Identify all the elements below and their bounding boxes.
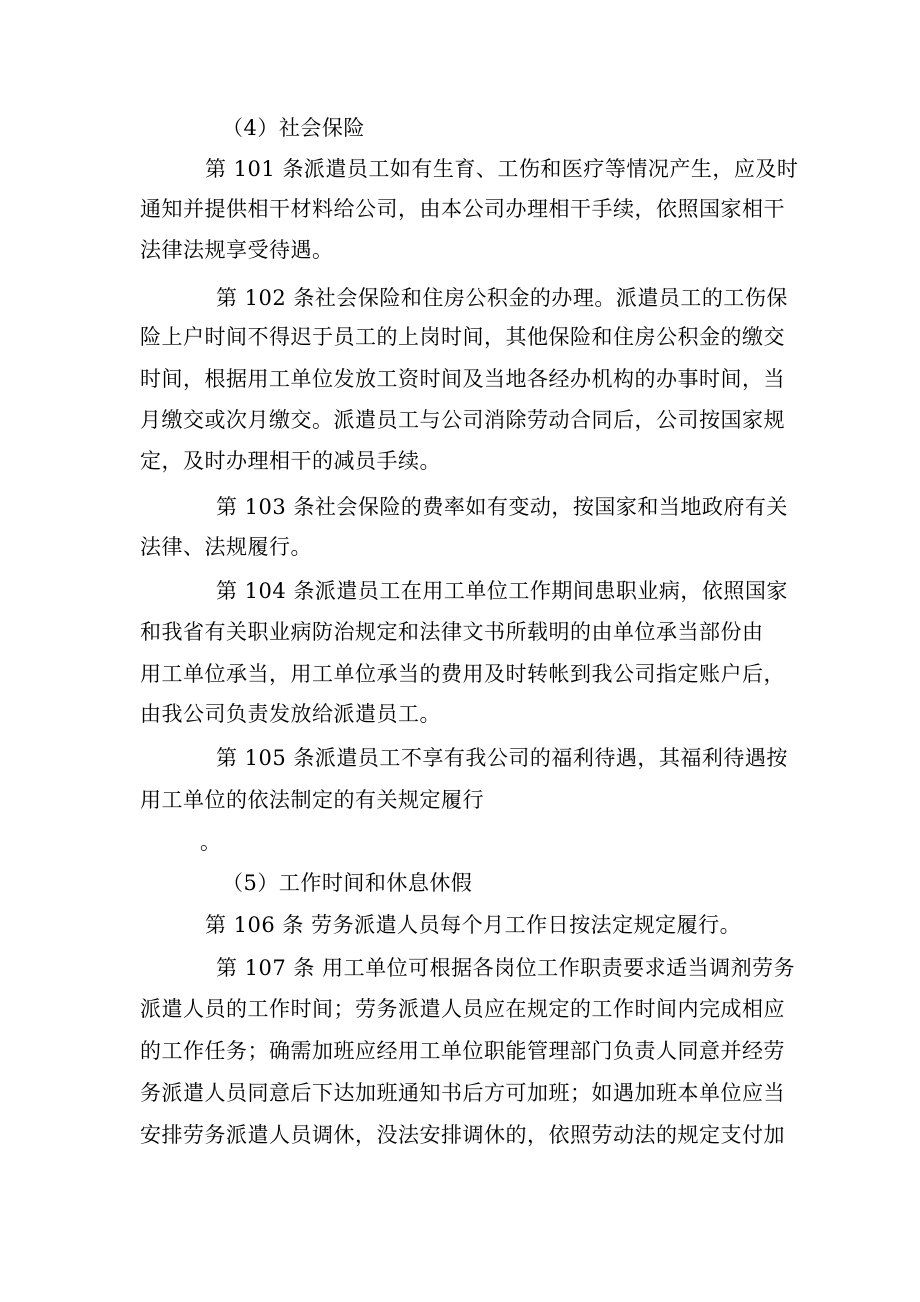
article-105-line-1: 第 105 条派遣员工不享有我公司的福利待遇，其福利待遇按 (216, 746, 788, 770)
article-107-line-1: 第 107 条 用工单位可根据各岗位工作职责要求适当调剂劳务 (216, 956, 796, 980)
article-104-line-1: 第 104 条派遣员工在用工单位工作期间患职业病，依照国家 (216, 579, 788, 603)
section-heading-social-insurance: （4）社会保险 (222, 116, 365, 140)
article-103-line-1: 第 103 条社会保险的费率如有变动，按国家和当地政府有关 (216, 495, 788, 519)
article-101-line-1: 第 101 条派遣员工如有生育、工伤和医疗等情况产生，应及时 (205, 157, 799, 181)
article-105-line-3: 。 (200, 830, 222, 854)
article-102-line-5: 定，及时办理相干的减员手续。 (140, 449, 441, 473)
article-104-line-3: 用工单位承当，用工单位承当的费用及时转帐到我公司指定账户后， (140, 662, 785, 686)
article-102-line-3: 时间，根据用工单位发放工资时间及当地各经办机构的办事时间，当 (140, 367, 785, 391)
article-107-line-4: 务派遣人员同意后下达加班通知书后方可加班；如遇加班本单位应当 (140, 1081, 785, 1105)
article-107-line-3: 的工作任务；确需加班应经用工单位职能管理部门负责人同意并经劳 (140, 1039, 785, 1063)
article-107-line-2: 派遣人员的工作时间；劳务派遣人员应在规定的工作时间内完成相应 (140, 997, 785, 1021)
article-102-line-1: 第 102 条社会保险和住房公积金的办理。派遣员工的工伤保 (216, 286, 788, 310)
section-heading-working-hours: （5）工作时间和休息休假 (222, 871, 473, 895)
article-102-line-4: 月缴交或次月缴交。派遣员工与公司消除劳动合同后，公司按国家规 (140, 408, 785, 432)
article-104-line-2: 和我省有关职业病防治规定和法律文书所载明的由单位承当部份由 (140, 620, 764, 644)
article-105-line-2: 用工单位的依法制定的有关规定履行 (140, 788, 484, 812)
article-104-line-4: 由我公司负责发放给派遣员工。 (140, 702, 441, 726)
article-106-line-1: 第 106 条 劳务派遣人员每个月工作日按法定规定履行。 (205, 913, 742, 937)
article-107-line-5: 安排劳务派遣人员调休，没法安排调休的，依照劳动法的规定支付加 (140, 1123, 785, 1147)
article-101-line-3: 法律法规享受待遇。 (140, 238, 334, 262)
article-103-line-2: 法律、法规履行。 (140, 535, 312, 559)
article-102-line-2: 险上户时间不得迟于员工的上岗时间，其他保险和住房公积金的缴交 (140, 325, 785, 349)
article-101-line-2: 通知并提供相干材料给公司，由本公司办理相干手续，依照国家相干 (140, 197, 785, 221)
